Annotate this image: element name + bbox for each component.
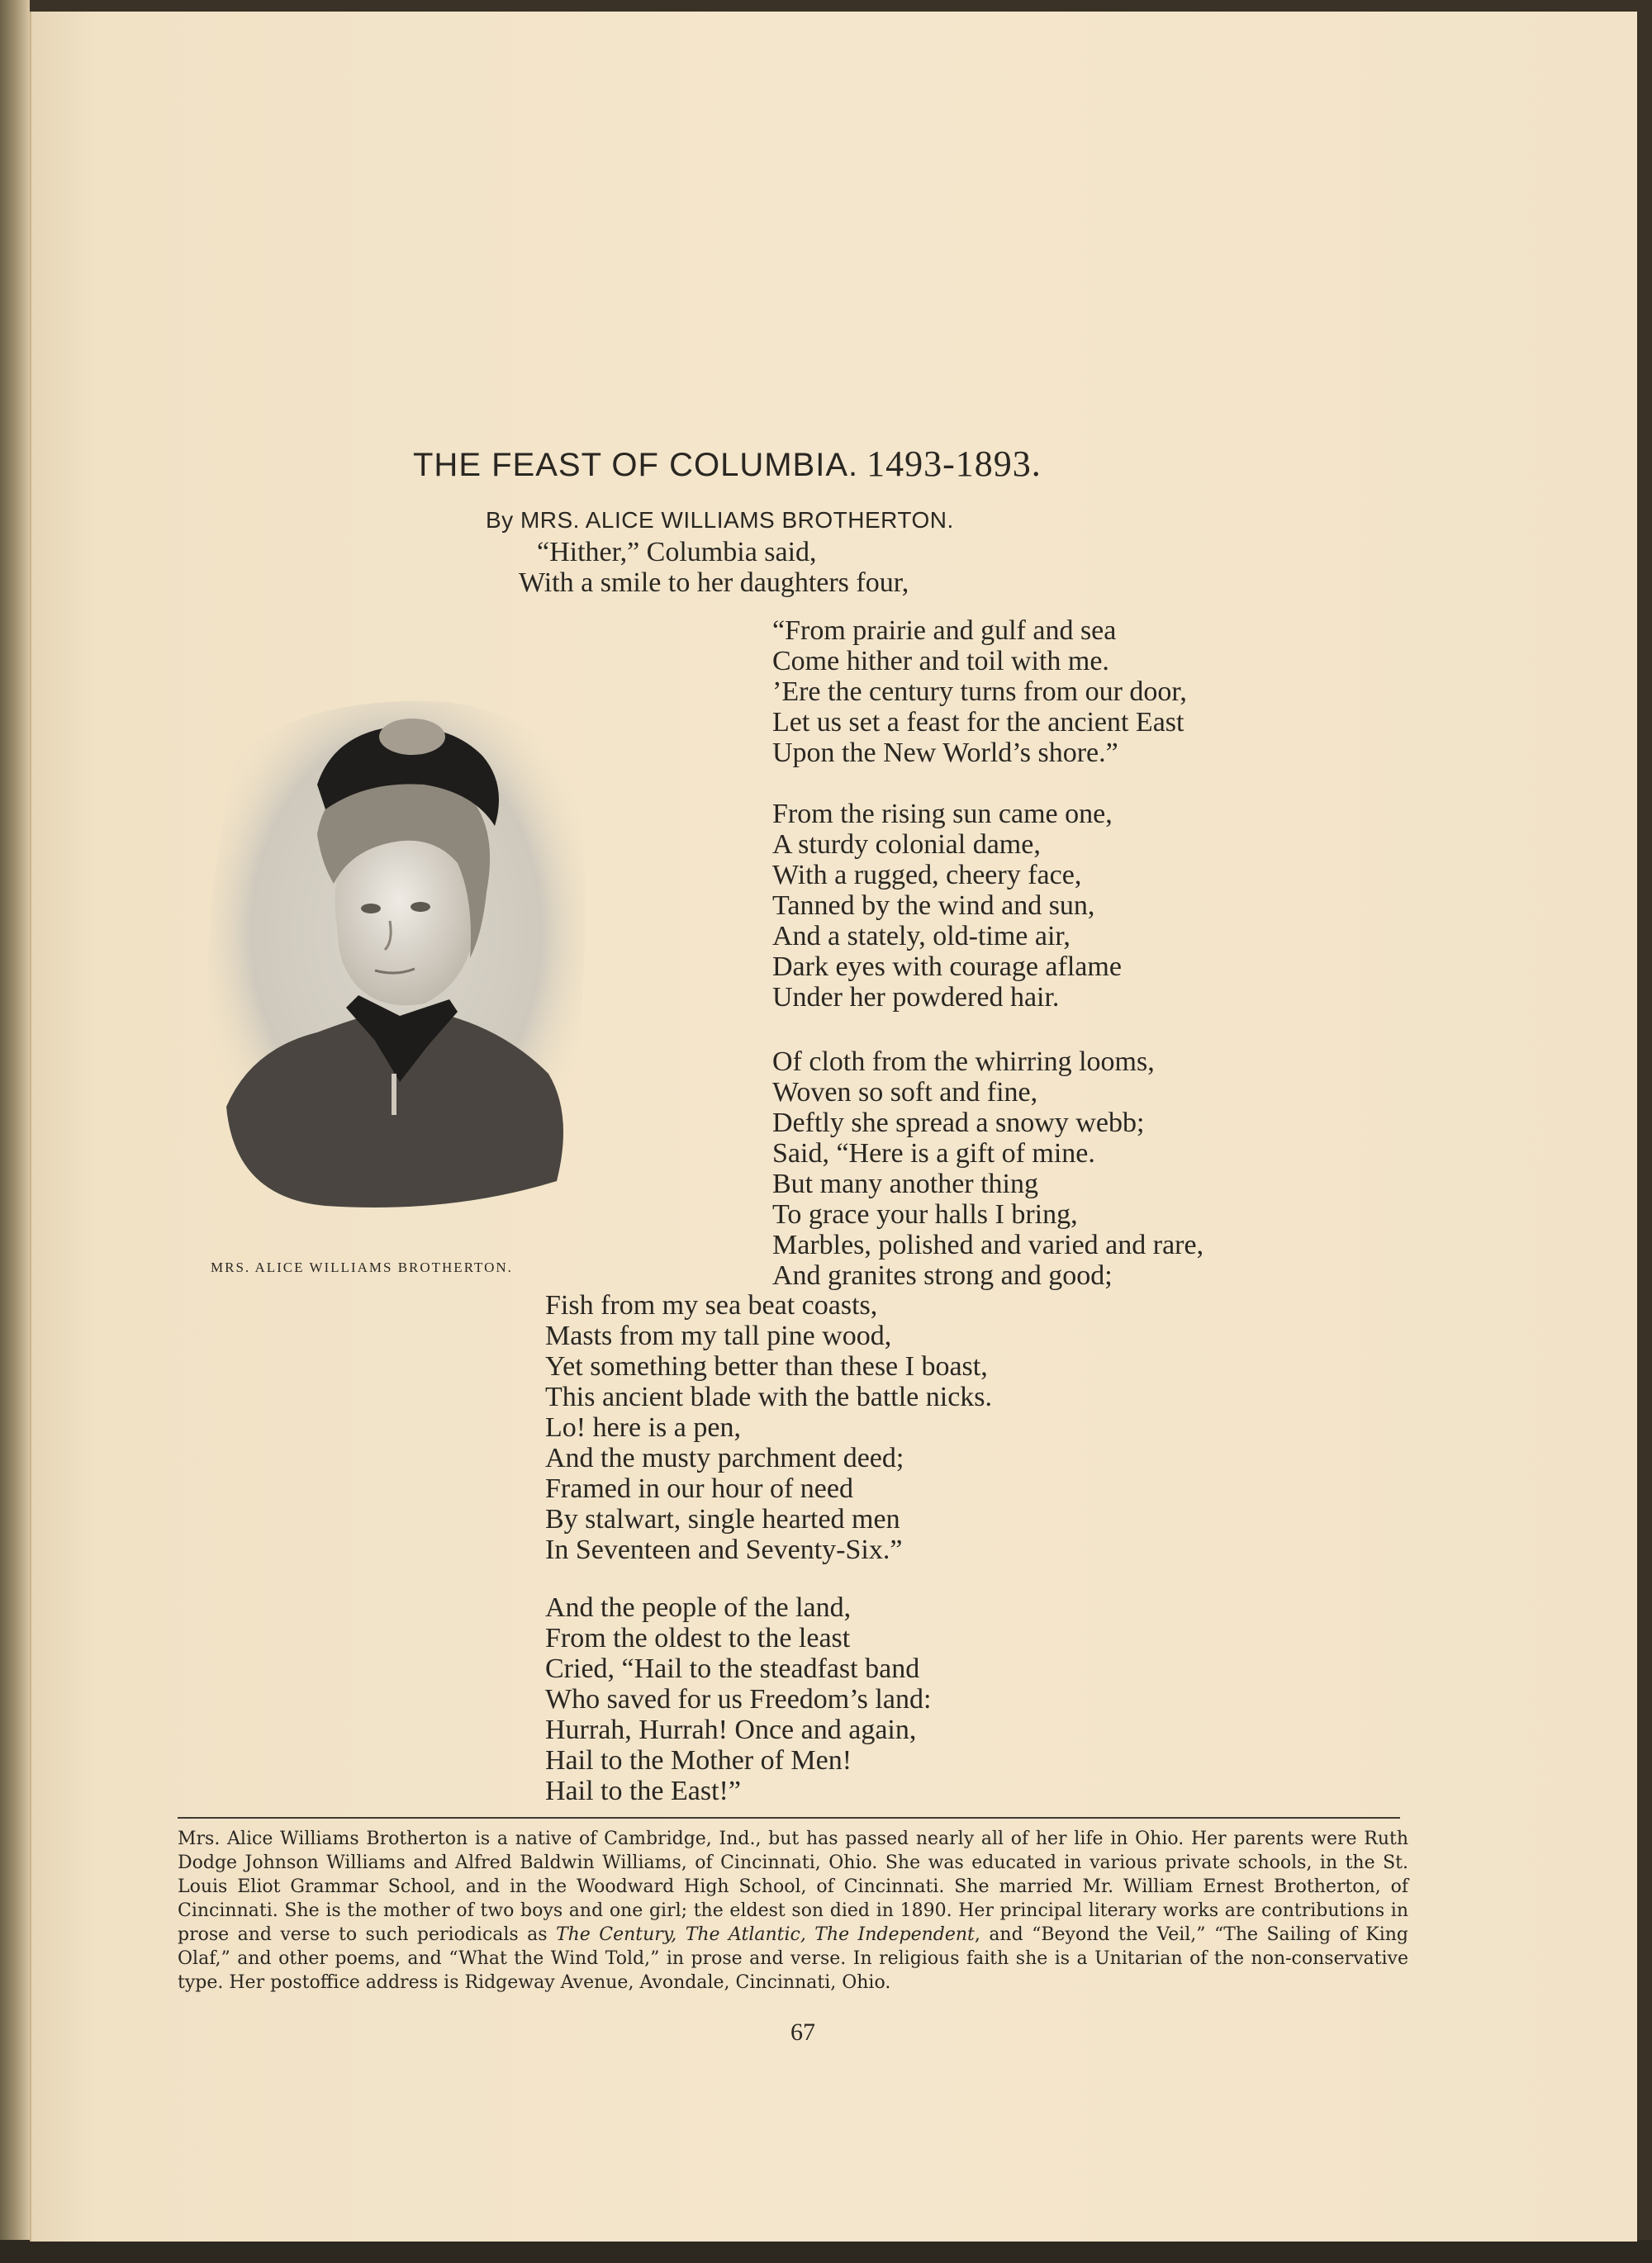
poem-line: Marbles, polished and varied and rare, <box>772 1230 1204 1260</box>
poem-line: ’Ere the century turns from our door, <box>772 676 1187 707</box>
poem-line: Masts from my tall pine wood, <box>545 1321 892 1351</box>
poem-stanza-4 <box>545 1592 931 1806</box>
poem-line: Hail to the Mother of Men! <box>545 1745 852 1776</box>
poem-line: Said, “Here is a gift of mine. <box>772 1138 1095 1169</box>
poem-line: And the musty parchment deed; <box>545 1443 904 1473</box>
poem-line: With a smile to her daughters four, <box>519 567 909 598</box>
poem-line: “From prairie and gulf and sea <box>772 615 1117 646</box>
footnote-text-2: , and “Beyond the Veil,” “The Sailing of King Olaf,” and other poems, and “What the Wind Told,” in prose and verse. In religious faith she is a Unitarian of the non-conservative type. Her postoffice address is Ridgeway Avenue, Avondale, Cincinnati, Ohio. <box>178 1924 1408 1993</box>
book-spine <box>0 0 30 2263</box>
author-biography-footnote <box>178 1827 1408 1995</box>
poem-stanza-3 <box>772 1046 1203 1291</box>
poem-line: From the oldest to the least <box>545 1623 851 1653</box>
poem-line: Upon the New World’s shore.” <box>772 738 1118 768</box>
poem-line: Woven so soft and fine, <box>772 1077 1038 1108</box>
poem-line: Come hither and toil with me. <box>772 646 1109 676</box>
poem-line: In Seventeen and Seventy-Six.” <box>545 1535 903 1565</box>
poem-line: Hurrah, Hurrah! Once and again, <box>545 1715 917 1745</box>
footnote-text-1: Mrs. Alice Williams Brotherton is a native of Cambridge, Ind., but has passed nearly all of her life in Ohio. Her parents were Ruth Dodge Johnson Williams and Alfred Baldwin Williams, of Cincinnati, Ohio. She was educated in various private schools, in the St. Louis Eliot Grammar School, and in the Woodward High School, of Cincinnati. She married Mr. William Ernest Brotherton, of Cincinnati. She is the mother of two boys and one girl; the eldest son died in 1890. Her principal literary works are contributions in prose and verse to such periodicals as <box>178 1829 1408 1945</box>
poem-line: “Hither,” Columbia said, <box>537 537 817 567</box>
poem-line: Hail to the East!” <box>545 1776 741 1806</box>
poem-line: And granites strong and good; <box>772 1260 1113 1291</box>
author-portrait <box>202 686 590 1221</box>
book-bottom-edge <box>0 2240 1652 2263</box>
poem-line: From the rising sun came one, <box>772 799 1113 829</box>
poem-line: Framed in our hour of need <box>545 1473 853 1504</box>
poem-line: Yet something better than these I boast, <box>545 1351 988 1382</box>
poem-line: With a rugged, cheery face, <box>772 860 1082 890</box>
poem-line: Of cloth from the whirring looms, <box>772 1046 1155 1077</box>
poem-title-text: THE FEAST OF COLUMBIA. <box>413 447 859 483</box>
poem-line: Let us set a feast for the ancient East <box>772 707 1184 738</box>
poem-line: But many another thing <box>772 1169 1039 1199</box>
poem-title <box>413 443 1239 485</box>
poem-line: This ancient blade with the battle nicks. <box>545 1382 993 1412</box>
footnote-periodicals: The Century, The Atlantic, The Independent <box>555 1924 975 1945</box>
poem-line: And the people of the land, <box>545 1592 852 1623</box>
page-number: 67 <box>790 2019 815 2046</box>
poem-stanza-3-continued <box>545 1290 992 1565</box>
poem-stanza-1-continued <box>772 615 1187 768</box>
poem-line: And a stately, old-time air, <box>772 921 1070 951</box>
portrait-caption: MRS. ALICE WILLIAMS BROTHERTON. <box>211 1260 513 1275</box>
poem-line: Fish from my sea beat coasts, <box>545 1290 878 1321</box>
poem-line: Who saved for us Freedom’s land: <box>545 1684 932 1715</box>
poem-stanza-1-opening <box>519 537 909 598</box>
footnote-divider <box>178 1817 1400 1819</box>
poem-title-years: 1493-1893. <box>866 444 1042 484</box>
poem-line: Lo! here is a pen, <box>545 1412 741 1443</box>
poem-line: A sturdy colonial dame, <box>772 829 1041 860</box>
poem-line: Deftly she spread a snowy webb; <box>772 1108 1145 1138</box>
byline: By MRS. ALICE WILLIAMS BROTHERTON. <box>486 507 954 533</box>
poem-line: By stalwart, single hearted men <box>545 1504 900 1535</box>
poem-line: Cried, “Hail to the steadfast band <box>545 1653 920 1684</box>
poem-line: Dark eyes with courage aflame <box>772 951 1122 982</box>
poem-stanza-2 <box>772 799 1122 1013</box>
poem-line: Tanned by the wind and sun, <box>772 890 1095 921</box>
poem-line: Under her powdered hair. <box>772 982 1060 1013</box>
poem-line: To grace your halls I bring, <box>772 1199 1078 1230</box>
